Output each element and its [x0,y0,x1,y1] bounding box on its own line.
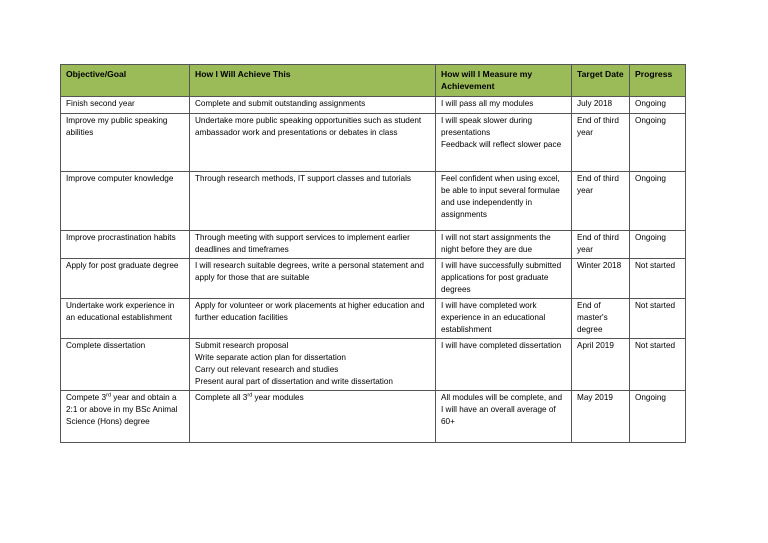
header-how-measure: How will I Measure my Achievement [436,65,572,97]
header-objective-goal: Objective/Goal [61,65,190,97]
action-plan-table [60,64,686,443]
target-date-cell: July 2018 [572,97,630,114]
how-cell: Complete and submit outstanding assignments [190,97,436,114]
how-cell: Undertake more public speaking opportunities such as student ambassador work and presentations or debates in class [190,114,436,172]
target-date-cell: End of master's degree [572,299,630,339]
table-row [61,114,686,172]
how-cell: Complete all 3rd year modules [190,391,436,443]
measure-cell: I will have successfully submitted applications for post graduate degrees [436,259,572,299]
table-row [61,172,686,231]
how-cell: Apply for volunteer or work placements at higher education and further education facilities [190,299,436,339]
progress-cell: Ongoing [630,172,686,231]
target-date-cell: End of third year [572,172,630,231]
measure-cell: I will not start assignments the night before they are due [436,231,572,259]
goal-cell: Improve computer knowledge [61,172,190,231]
table-row [61,97,686,114]
how-cell: Through meeting with support services to implement earlier deadlines and timeframes [190,231,436,259]
goal-cell: Improve my public speaking abilities [61,114,190,172]
measure-cell: I will speak slower during presentations Feedback will reflect slower pace [436,114,572,172]
progress-cell: Not started [630,259,686,299]
progress-cell: Not started [630,299,686,339]
measure-cell: All modules will be complete, and I will have an overall average of 60+ [436,391,572,443]
table-row [61,231,686,259]
how-cell: Submit research proposal Write separate action plan for dissertation Carry out relevant research and studies Present aural part of dissertation and write dissertation [190,339,436,391]
target-date-cell: End of third year [572,114,630,172]
measure-cell: I will pass all my modules [436,97,572,114]
goal-cell: Finish second year [61,97,190,114]
table-row [61,391,686,443]
header-row [61,65,686,97]
goal-cell: Undertake work experience in an educational establishment [61,299,190,339]
goal-cell: Complete dissertation [61,339,190,391]
target-date-cell: Winter 2018 [572,259,630,299]
goal-cell: Apply for post graduate degree [61,259,190,299]
how-cell: I will research suitable degrees, write a personal statement and apply for those that are suitable [190,259,436,299]
how-cell: Through research methods, IT support classes and tutorials [190,172,436,231]
goal-cell: Compete 3rd year and obtain a 2:1 or above in my BSc Animal Science (Hons) degree [61,391,190,443]
measure-cell: Feel confident when using excel, be able to input several formulae and use independently in assignments [436,172,572,231]
header-how-achieve: How I Will Achieve This [190,65,436,97]
measure-cell: I will have completed dissertation [436,339,572,391]
progress-cell: Not started [630,339,686,391]
header-progress: Progress [630,65,686,97]
measure-cell: I will have completed work experience in an educational establishment [436,299,572,339]
table-row [61,299,686,339]
progress-cell: Ongoing [630,97,686,114]
header-target-date: Target Date [572,65,630,97]
target-date-cell: April 2019 [572,339,630,391]
target-date-cell: End of third year [572,231,630,259]
goal-cell: Improve procrastination habits [61,231,190,259]
table-row [61,259,686,299]
progress-cell: Ongoing [630,391,686,443]
progress-cell: Ongoing [630,114,686,172]
progress-cell: Ongoing [630,231,686,259]
target-date-cell: May 2019 [572,391,630,443]
table-row [61,339,686,391]
